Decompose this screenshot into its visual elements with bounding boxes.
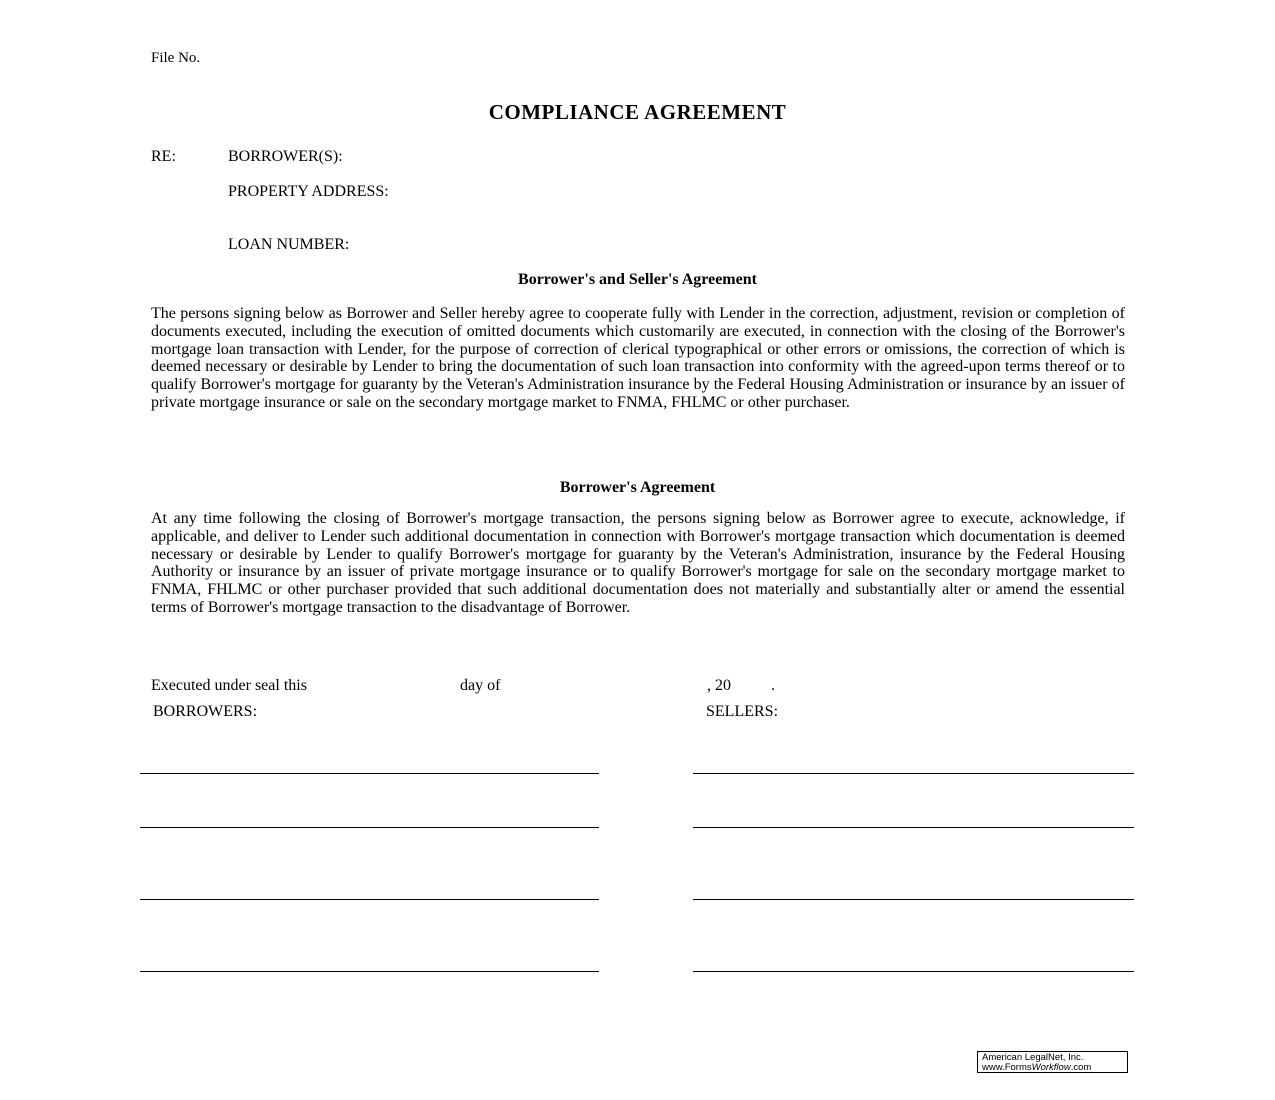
borrower-signature-line[interactable] <box>140 899 599 900</box>
property-address-label: PROPERTY ADDRESS: <box>228 183 389 200</box>
website-prefix: www.Forms <box>982 1062 1032 1073</box>
borrower-signature-line[interactable] <box>140 773 599 774</box>
year-label: , 20 <box>707 677 731 694</box>
publisher-footer-box <box>977 1051 1128 1073</box>
day-of-label: day of <box>460 677 501 694</box>
seller-signature-line[interactable] <box>693 827 1134 828</box>
date-period: . <box>771 677 775 694</box>
borrower-signature-line[interactable] <box>140 971 599 972</box>
seller-signature-line[interactable] <box>693 971 1134 972</box>
re-label: RE: <box>151 148 176 165</box>
website-italic: Workflow <box>1031 1062 1071 1073</box>
borrowers-field-label: BORROWER(S): <box>228 148 343 165</box>
executed-under-seal-label: Executed under seal this <box>151 677 307 694</box>
file-number-label: File No. <box>151 50 201 66</box>
publisher-website[interactable] <box>982 1063 1127 1073</box>
section-heading-borrower: Borrower's Agreement <box>559 479 716 496</box>
page-title: COMPLIANCE AGREEMENT <box>488 100 787 124</box>
borrower-seller-agreement-text: The persons signing below as Borrower and Seller hereby agree to cooperate fully with Lender in the correction, adjustment, revision or completion of documents executed, including the execution of omitted documents which customarily are executed, in connection with the closing of the Borrower's mortgage loan transaction with Lender, for the purpose of correction of clerical typographical or other errors or omissions, the correction of which is deemed necessary or desirable by Lender to bring the documentation of such loan transaction into conformity with the agreed-upon terms thereof or to qualify Borrower's mortgage for guaranty by the Veteran's Administration insurance by the Federal Housing Administration or insurance by an issuer of private mortgage insurance or sale on the secondary mortgage market to FNMA, FHLMC or other purchaser. <box>151 305 1125 411</box>
section-heading-borrower-seller: Borrower's and Seller's Agreement <box>518 271 757 288</box>
website-suffix: .com <box>1070 1062 1092 1073</box>
borrower-signature-line[interactable] <box>140 827 599 828</box>
seller-signature-line[interactable] <box>693 773 1134 774</box>
loan-number-label: LOAN NUMBER: <box>228 236 350 253</box>
seller-signature-line[interactable] <box>693 899 1134 900</box>
borrowers-signature-heading: BORROWERS: <box>153 703 258 720</box>
borrower-agreement-text: At any time following the closing of Borrower's mortgage transaction, the persons signing below as Borrower agree to execute, acknowledge, if applicable, and deliver to Lender such additional documentation in connection with Borrower's mortgage transaction which documentation is deemed necessary or desirable by Lender to qualify Borrower's mortgage for guaranty by the Veteran's Administration, insurance by the Federal Housing Authority or insurance by an issuer of private mortgage insurance or to qualify Borrower's mortgage for sale on the secondary mortgage market to FNMA, FHLMC or other purchaser provided that such additional documentation does not materially and substantially alter or amend the essential terms of Borrower's mortgage transaction to the disadvantage of Borrower. <box>151 510 1125 616</box>
publisher-name: American LegalNet, Inc. <box>982 1052 1084 1063</box>
sellers-signature-heading: SELLERS: <box>706 703 779 720</box>
